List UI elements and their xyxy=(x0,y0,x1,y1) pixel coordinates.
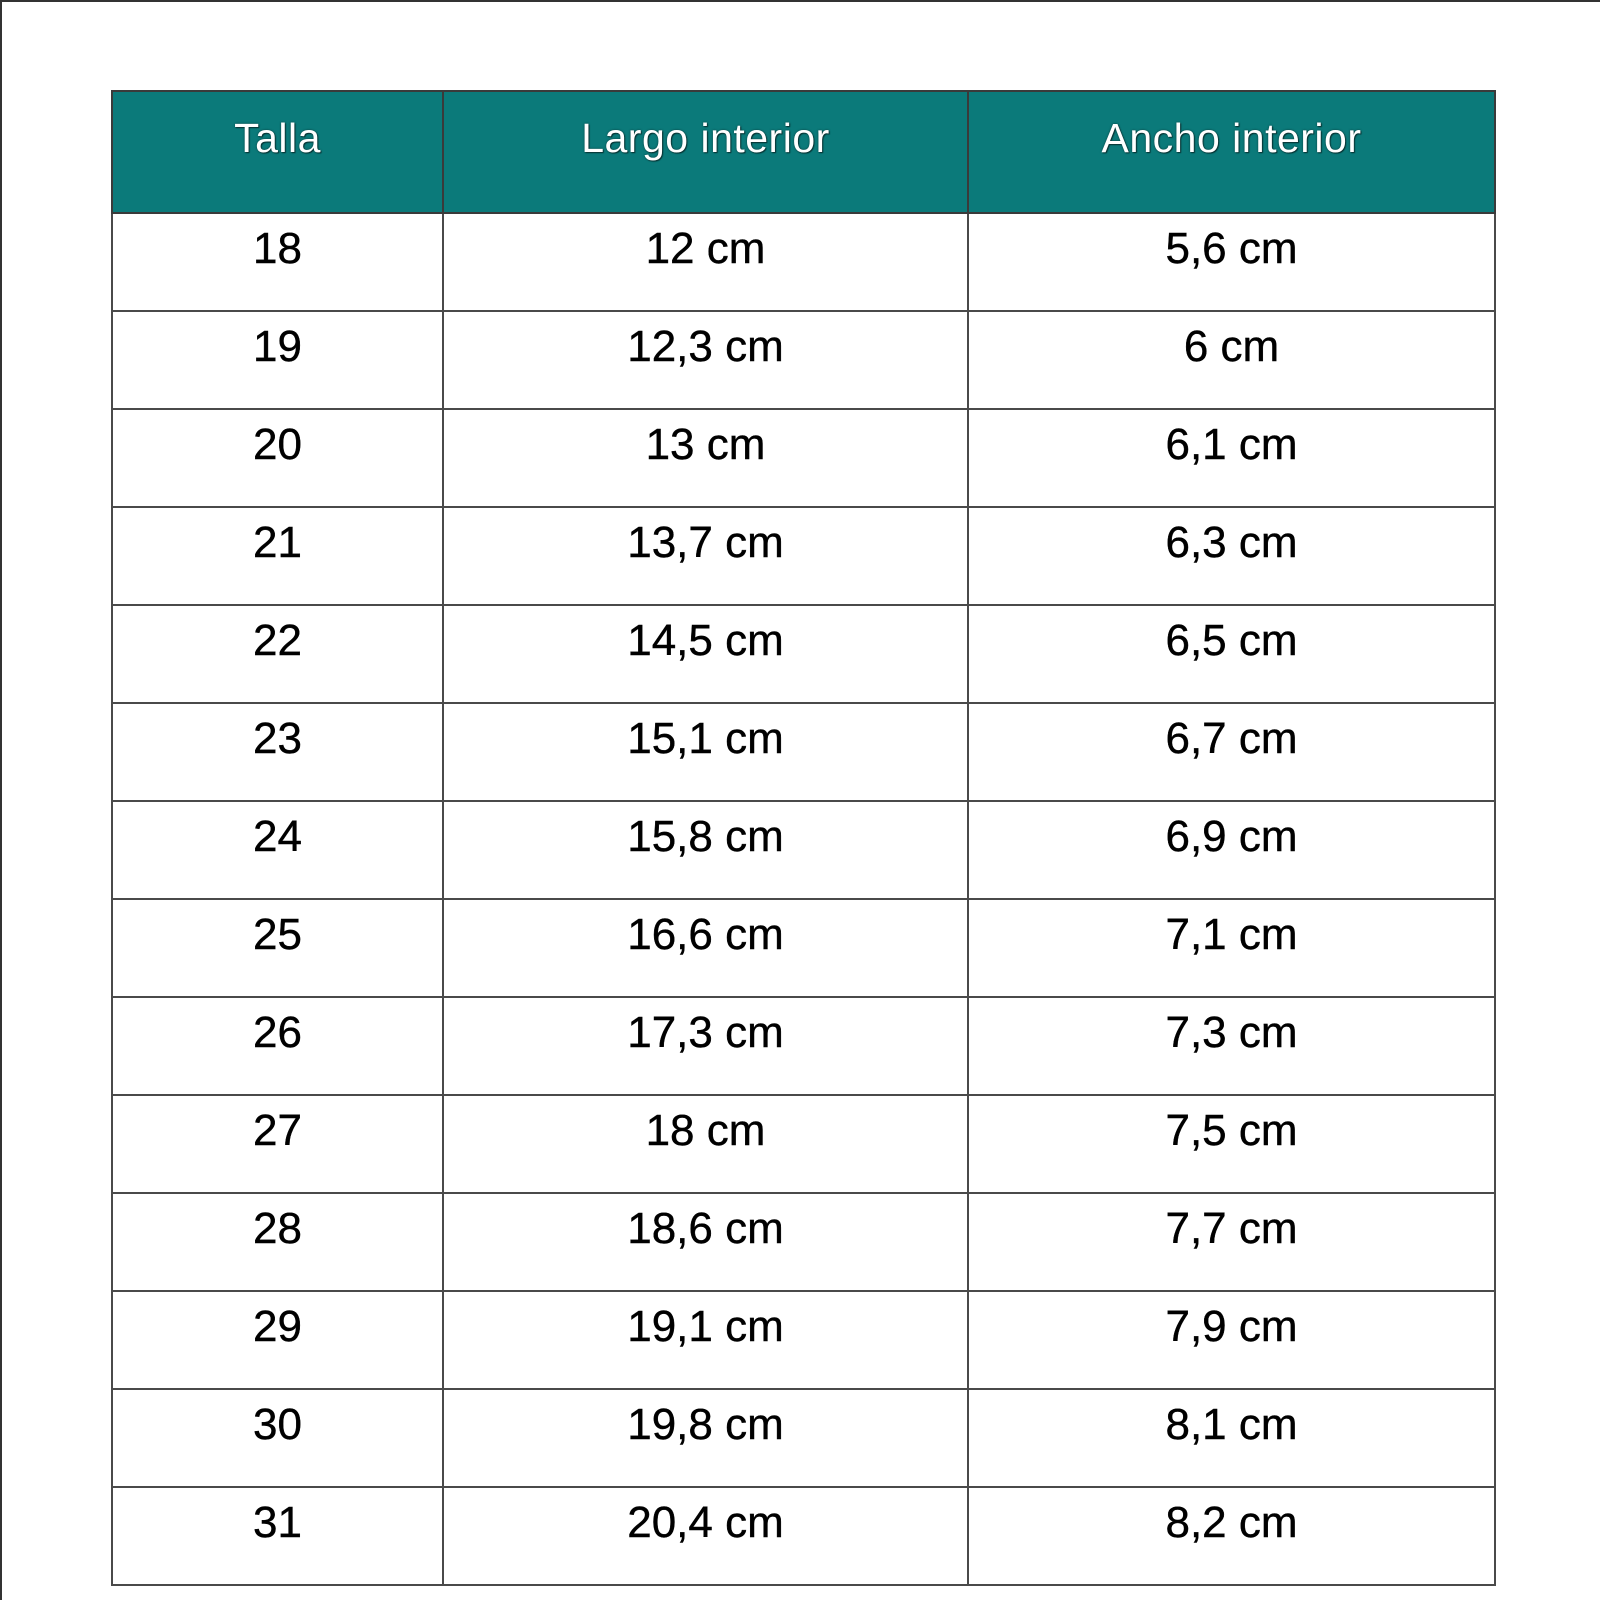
largo-interior-cell xyxy=(443,1291,968,1389)
cell-value: 5,6 cm xyxy=(1165,224,1298,273)
ancho-interior-cell xyxy=(968,1193,1495,1291)
header-talla-label: Talla xyxy=(234,114,321,161)
ancho-interior-cell xyxy=(968,605,1495,703)
table-row xyxy=(112,801,1495,899)
cell-value: 7,7 cm xyxy=(1165,1204,1298,1253)
largo-interior-cell xyxy=(443,801,968,899)
talla-cell xyxy=(112,605,443,703)
size-chart-table xyxy=(111,90,1496,1586)
cell-value: 19,8 cm xyxy=(627,1400,784,1449)
ancho-interior-cell xyxy=(968,997,1495,1095)
cell-value: 27 xyxy=(253,1106,302,1155)
table-row xyxy=(112,899,1495,997)
cell-value: 20,4 cm xyxy=(627,1498,784,1547)
ancho-interior-cell xyxy=(968,703,1495,801)
cell-value: 6,5 cm xyxy=(1165,616,1298,665)
table-header xyxy=(112,91,1495,213)
header-row xyxy=(112,91,1495,213)
largo-interior-cell xyxy=(443,1193,968,1291)
cell-value: 6,9 cm xyxy=(1165,812,1298,861)
cell-value: 18,6 cm xyxy=(627,1204,784,1253)
cell-value: 18 cm xyxy=(645,1106,766,1155)
largo-interior-cell xyxy=(443,1487,968,1585)
talla-cell xyxy=(112,1193,443,1291)
ancho-interior-cell xyxy=(968,801,1495,899)
table-body xyxy=(112,213,1495,1585)
ancho-interior-cell xyxy=(968,213,1495,311)
cell-value: 20 xyxy=(253,420,302,469)
cell-value: 28 xyxy=(253,1204,302,1253)
cell-value: 13,7 cm xyxy=(627,518,784,567)
cell-value: 7,1 cm xyxy=(1165,910,1298,959)
largo-interior-cell xyxy=(443,1095,968,1193)
largo-interior-cell xyxy=(443,703,968,801)
header-largo-label: Largo interior xyxy=(581,114,830,161)
cell-value: 24 xyxy=(253,812,302,861)
ancho-interior-cell xyxy=(968,1291,1495,1389)
ancho-interior-cell xyxy=(968,507,1495,605)
largo-interior-cell xyxy=(443,605,968,703)
ancho-interior-cell xyxy=(968,409,1495,507)
table-row xyxy=(112,1487,1495,1585)
cell-value: 13 cm xyxy=(645,420,766,469)
talla-cell xyxy=(112,213,443,311)
cell-value: 19 xyxy=(253,322,302,371)
cell-value: 12,3 cm xyxy=(627,322,784,371)
talla-cell xyxy=(112,1487,443,1585)
table-row xyxy=(112,703,1495,801)
ancho-interior-cell xyxy=(968,1389,1495,1487)
talla-cell xyxy=(112,801,443,899)
cell-value: 15,1 cm xyxy=(627,714,784,763)
cell-value: 6,7 cm xyxy=(1165,714,1298,763)
talla-cell xyxy=(112,997,443,1095)
cell-value: 17,3 cm xyxy=(627,1008,784,1057)
cell-value: 8,1 cm xyxy=(1165,1400,1298,1449)
talla-cell xyxy=(112,409,443,507)
cell-value: 25 xyxy=(253,910,302,959)
largo-interior-cell xyxy=(443,311,968,409)
cell-value: 29 xyxy=(253,1302,302,1351)
cell-value: 6 cm xyxy=(1183,322,1280,371)
header-largo-interior xyxy=(443,91,968,213)
header-ancho-label: Ancho interior xyxy=(1101,114,1362,161)
cell-value: 19,1 cm xyxy=(627,1302,784,1351)
header-ancho-interior xyxy=(968,91,1495,213)
talla-cell xyxy=(112,1291,443,1389)
cell-value: 21 xyxy=(253,518,302,567)
table-row xyxy=(112,409,1495,507)
talla-cell xyxy=(112,703,443,801)
largo-interior-cell xyxy=(443,899,968,997)
header-talla xyxy=(112,91,443,213)
cell-value: 6,1 cm xyxy=(1165,420,1298,469)
cell-value: 15,8 cm xyxy=(627,812,784,861)
table-row xyxy=(112,1193,1495,1291)
table-row xyxy=(112,997,1495,1095)
talla-cell xyxy=(112,1389,443,1487)
largo-interior-cell xyxy=(443,1389,968,1487)
cell-value: 22 xyxy=(253,616,302,665)
ancho-interior-cell xyxy=(968,899,1495,997)
cell-value: 14,5 cm xyxy=(627,616,784,665)
table-row xyxy=(112,1291,1495,1389)
table-row xyxy=(112,605,1495,703)
cell-value: 30 xyxy=(253,1400,302,1449)
talla-cell xyxy=(112,311,443,409)
largo-interior-cell xyxy=(443,507,968,605)
largo-interior-cell xyxy=(443,997,968,1095)
talla-cell xyxy=(112,507,443,605)
cell-value: 8,2 cm xyxy=(1165,1498,1298,1547)
table-row xyxy=(112,1095,1495,1193)
cell-value: 7,3 cm xyxy=(1165,1008,1298,1057)
cell-value: 23 xyxy=(253,714,302,763)
cell-value: 26 xyxy=(253,1008,302,1057)
cell-value: 12 cm xyxy=(645,224,766,273)
cell-value: 31 xyxy=(253,1498,302,1547)
table-row xyxy=(112,213,1495,311)
largo-interior-cell xyxy=(443,409,968,507)
talla-cell xyxy=(112,1095,443,1193)
table-row xyxy=(112,1389,1495,1487)
ancho-interior-cell xyxy=(968,311,1495,409)
cell-value: 7,5 cm xyxy=(1165,1106,1298,1155)
talla-cell xyxy=(112,899,443,997)
cell-value: 7,9 cm xyxy=(1165,1302,1298,1351)
cell-value: 18 xyxy=(253,224,302,273)
cell-value: 6,3 cm xyxy=(1165,518,1298,567)
table-row xyxy=(112,311,1495,409)
ancho-interior-cell xyxy=(968,1095,1495,1193)
table-row xyxy=(112,507,1495,605)
cell-value: 16,6 cm xyxy=(627,910,784,959)
ancho-interior-cell xyxy=(968,1487,1495,1585)
largo-interior-cell xyxy=(443,213,968,311)
